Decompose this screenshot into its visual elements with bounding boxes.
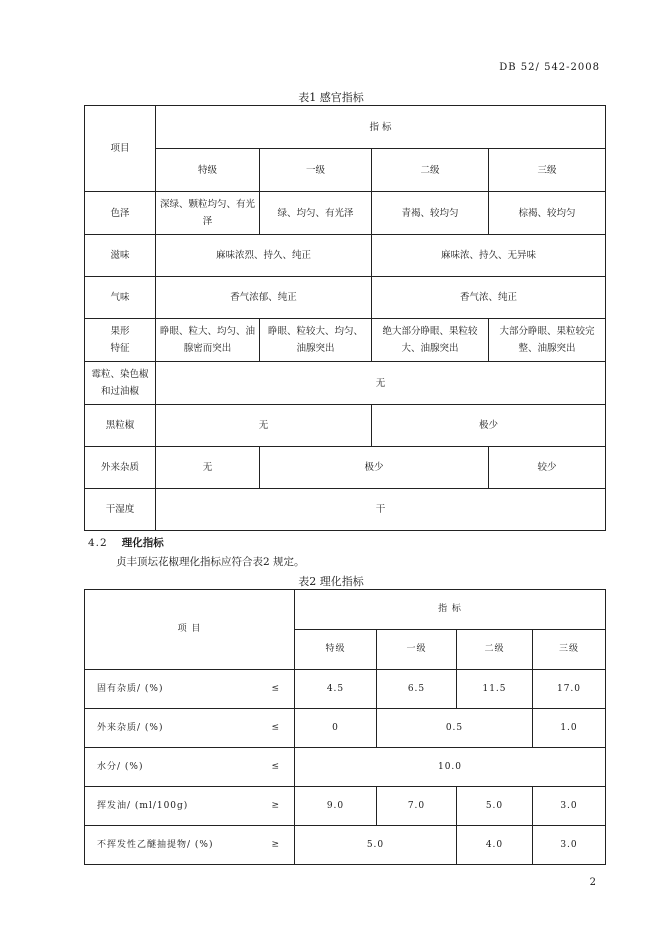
row-label: 外来杂质 — [85, 447, 156, 489]
cell: 麻味浓、持久、无异味 — [372, 235, 606, 277]
item-header: 项目 — [85, 106, 156, 192]
row-label: 黑粒椒 — [85, 405, 156, 447]
cell: 无 — [156, 362, 606, 405]
cell: 0.5 — [377, 709, 533, 748]
row-label-line: 果形 — [110, 326, 130, 337]
cell: 7.0 — [377, 787, 457, 826]
grade-header: 三级 — [489, 149, 606, 192]
table-row — [85, 319, 606, 362]
cell: 无 — [156, 447, 260, 489]
table-row — [85, 447, 606, 489]
cell: 大部分睁眼、果粒较完整、油腺突出 — [489, 319, 606, 362]
row-label: 气味 — [85, 277, 156, 319]
row-label: 干湿度 — [85, 489, 156, 531]
table-row — [85, 192, 606, 235]
greater-equal-symbol: ≥ — [271, 839, 280, 850]
row-label — [85, 319, 156, 362]
cell: 6.5 — [377, 670, 457, 709]
document-id: DB 52/ 542-2008 — [499, 62, 600, 73]
less-equal-symbol: ≤ — [271, 761, 280, 772]
physicochemical-table — [84, 589, 606, 865]
cell: 10.0 — [295, 748, 606, 787]
cell: 极少 — [260, 447, 489, 489]
cell: 17.0 — [533, 670, 606, 709]
row-label — [85, 362, 156, 405]
row-label: 色泽 — [85, 192, 156, 235]
cell: 干 — [156, 489, 606, 531]
row-label-text: 不挥发性乙醚抽提物/ (%) — [97, 839, 214, 850]
table-row — [85, 489, 606, 531]
table-row — [85, 826, 606, 865]
cell: 0 — [295, 709, 377, 748]
cell: 极少 — [372, 405, 606, 447]
grade-header: 特级 — [156, 149, 260, 192]
less-equal-symbol: ≤ — [271, 683, 280, 694]
table-row — [85, 405, 606, 447]
cell: 无 — [156, 405, 372, 447]
row-label-line: 特征 — [110, 343, 130, 354]
cell: 3.0 — [533, 787, 606, 826]
row-label-text: 固有杂质/ (%) — [97, 683, 164, 694]
cell: 棕褐、较均匀 — [489, 192, 606, 235]
section-number: 4.2 — [88, 537, 108, 549]
row-label — [85, 709, 295, 748]
table-row — [85, 787, 606, 826]
item-header: 项 目 — [85, 590, 295, 670]
cell: 较少 — [489, 447, 606, 489]
row-label-line: 霉粒、染色椒 — [91, 369, 149, 380]
grade-header: 一级 — [260, 149, 372, 192]
row-label-text: 挥发油/ (ml/100g) — [97, 800, 189, 811]
cell: 深绿、颗粒均匀、有光泽 — [156, 192, 260, 235]
cell: 绝大部分睁眼、果粒较大、油腺突出 — [372, 319, 489, 362]
cell: 3.0 — [533, 826, 606, 865]
grade-header: 二级 — [457, 630, 533, 670]
cell: 1.0 — [533, 709, 606, 748]
less-equal-symbol: ≤ — [271, 722, 280, 733]
cell: 麻味浓烈、持久、纯正 — [156, 235, 372, 277]
row-label — [85, 748, 295, 787]
cell: 5.0 — [295, 826, 457, 865]
row-label: 滋味 — [85, 235, 156, 277]
table1-caption: 表1 感官指标 — [298, 91, 364, 104]
table-row — [85, 709, 606, 748]
section-text: 贞丰顶坛花椒理化指标应符合表2 规定。 — [116, 556, 305, 568]
cell: 5.0 — [457, 787, 533, 826]
cell: 青褐、较均匀 — [372, 192, 489, 235]
sensory-table — [84, 105, 606, 531]
cell: 香气浓郁、纯正 — [156, 277, 372, 319]
table-row — [85, 670, 606, 709]
table2-caption: 表2 理化指标 — [298, 575, 364, 588]
cell: 4.0 — [457, 826, 533, 865]
cell: 11.5 — [457, 670, 533, 709]
indicator-header: 指 标 — [295, 590, 606, 630]
grade-header: 二级 — [372, 149, 489, 192]
grade-header: 一级 — [377, 630, 457, 670]
table-row — [85, 277, 606, 319]
indicator-header: 指 标 — [156, 106, 606, 149]
section-title: 理化指标 — [121, 537, 164, 549]
row-label — [85, 670, 295, 709]
cell: 睁眼、粒大、均匀、油腺密而突出 — [156, 319, 260, 362]
table-row — [85, 362, 606, 405]
cell: 9.0 — [295, 787, 377, 826]
row-label-text: 外来杂质/ (%) — [97, 722, 164, 733]
table-row — [85, 235, 606, 277]
grade-header: 三级 — [533, 630, 606, 670]
cell: 绿、均匀、有光泽 — [260, 192, 372, 235]
grade-header: 特级 — [295, 630, 377, 670]
greater-equal-symbol: ≥ — [271, 800, 280, 811]
table-row — [85, 748, 606, 787]
cell: 4.5 — [295, 670, 377, 709]
page-number: 2 — [589, 877, 596, 888]
cell: 睁眼、粒较大、均匀、油腺突出 — [260, 319, 372, 362]
cell: 香气浓、纯正 — [372, 277, 606, 319]
row-label — [85, 787, 295, 826]
row-label — [85, 826, 295, 865]
row-label-line: 和过油椒 — [100, 386, 139, 397]
section-heading — [88, 535, 164, 550]
row-label-text: 水分/ (%) — [97, 761, 144, 772]
